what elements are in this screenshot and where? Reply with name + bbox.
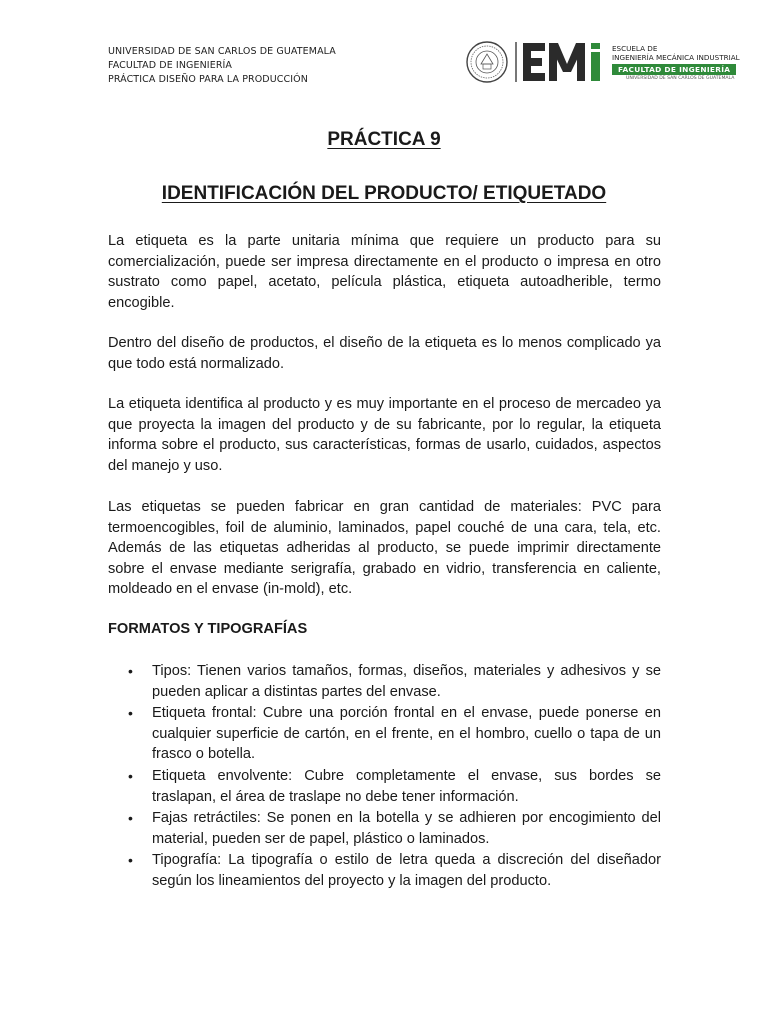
emi-school-text	[612, 44, 740, 82]
list-item	[108, 766, 661, 807]
bullet-list	[108, 661, 661, 893]
list-item-text: Etiqueta frontal: Cubre una porción frontal en el envase, puede ponerse en cualquier superficie de cartón, en el frente, en el hombro, cuello o tapa de un frasco o botella.	[152, 705, 661, 763]
practice-title: PRÁCTICA 9	[327, 129, 441, 150]
section-heading: FORMATOS Y TIPOGRAFÍAS	[108, 621, 308, 637]
course-name: PRÁCTICA DISEÑO PARA LA PRODUCCIÓN	[108, 74, 308, 85]
list-item	[108, 703, 661, 765]
logo-separator	[515, 42, 517, 82]
paragraph: Dentro del diseño de productos, el diseño de la etiqueta es lo menos complicado ya que todo está normalizado.	[108, 335, 661, 372]
university-seal-icon	[464, 40, 510, 84]
document-subtitle: IDENTIFICACIÓN DEL PRODUCTO/ ETIQUETADO	[161, 183, 607, 204]
university-name: UNIVERSIDAD DE SAN CARLOS DE GUATEMALA	[108, 46, 336, 57]
institution-header	[108, 45, 336, 87]
list-item	[108, 661, 661, 702]
bullet-icon: •	[128, 663, 133, 679]
bullet-icon: •	[128, 767, 133, 784]
list-item-text: Etiqueta envolvente: Cubre completamente el envase, sus bordes se traslapan, el área de traslape no debe tener información.	[152, 767, 661, 805]
logo-university-sub: UNIVERSIDAD DE SAN CARLOS DE GUATEMALA	[626, 76, 735, 81]
list-item	[108, 808, 661, 849]
emi-wordmark-icon	[521, 40, 611, 84]
logo-line1: ESCUELA DE	[612, 44, 658, 53]
list-item-text: Tipografía: La tipografía o estilo de letra queda a discreción del diseñador según los lineamientos del proyecto y la imagen del producto.	[152, 852, 661, 889]
list-item-text: Tipos: Tienen varios tamaños, formas, diseños, materiales y adhesivos y se pueden aplicar a distintas partes del envase.	[152, 663, 661, 700]
bullet-icon: •	[128, 705, 133, 722]
bullet-icon: •	[128, 810, 133, 827]
logo-line2: INGENIERÍA MECÁNICA INDUSTRIAL	[612, 53, 740, 62]
emi-logo	[464, 40, 740, 84]
bullet-icon: •	[128, 852, 133, 869]
paragraph: La etiqueta es la parte unitaria mínima que requiere un producto para su comercialización, puede ser impresa directamente en el producto o impresa en otro sustrato como papel, acetato, película plástica, etiqueta autoadherible, termo encogible.	[108, 233, 661, 311]
paragraph: La etiqueta identifica al producto y es muy importante en el proceso de mercadeo ya que proyecta la imagen del producto y de su fabricante, por lo regular, la etiqueta informa sobre el producto, sus características, formas de usarlo, cuidados, aspectos del manejo y uso.	[108, 396, 661, 474]
logo-faculty-bar: FACULTAD DE INGENIERÍA	[612, 64, 736, 75]
faculty-name: FACULTAD DE INGENIERÍA	[108, 60, 233, 71]
list-item-text: Fajas retráctiles: Se ponen en la botella y se adhieren por encogimiento del material, pueden ser de papel, plástico o laminados.	[152, 810, 661, 847]
list-item	[108, 850, 661, 891]
paragraph: Las etiquetas se pueden fabricar en gran cantidad de materiales: PVC para termoencogibles, foil de aluminio, laminados, papel couché de una cara, tela, etc. Además de las etiquetas adheridas al producto, se puede imprimir directamente sobre el envase mediante serigrafía, grabado en vidrio, transferencia en caliente, moldeado en el envase (in-mold), etc.	[108, 499, 661, 598]
